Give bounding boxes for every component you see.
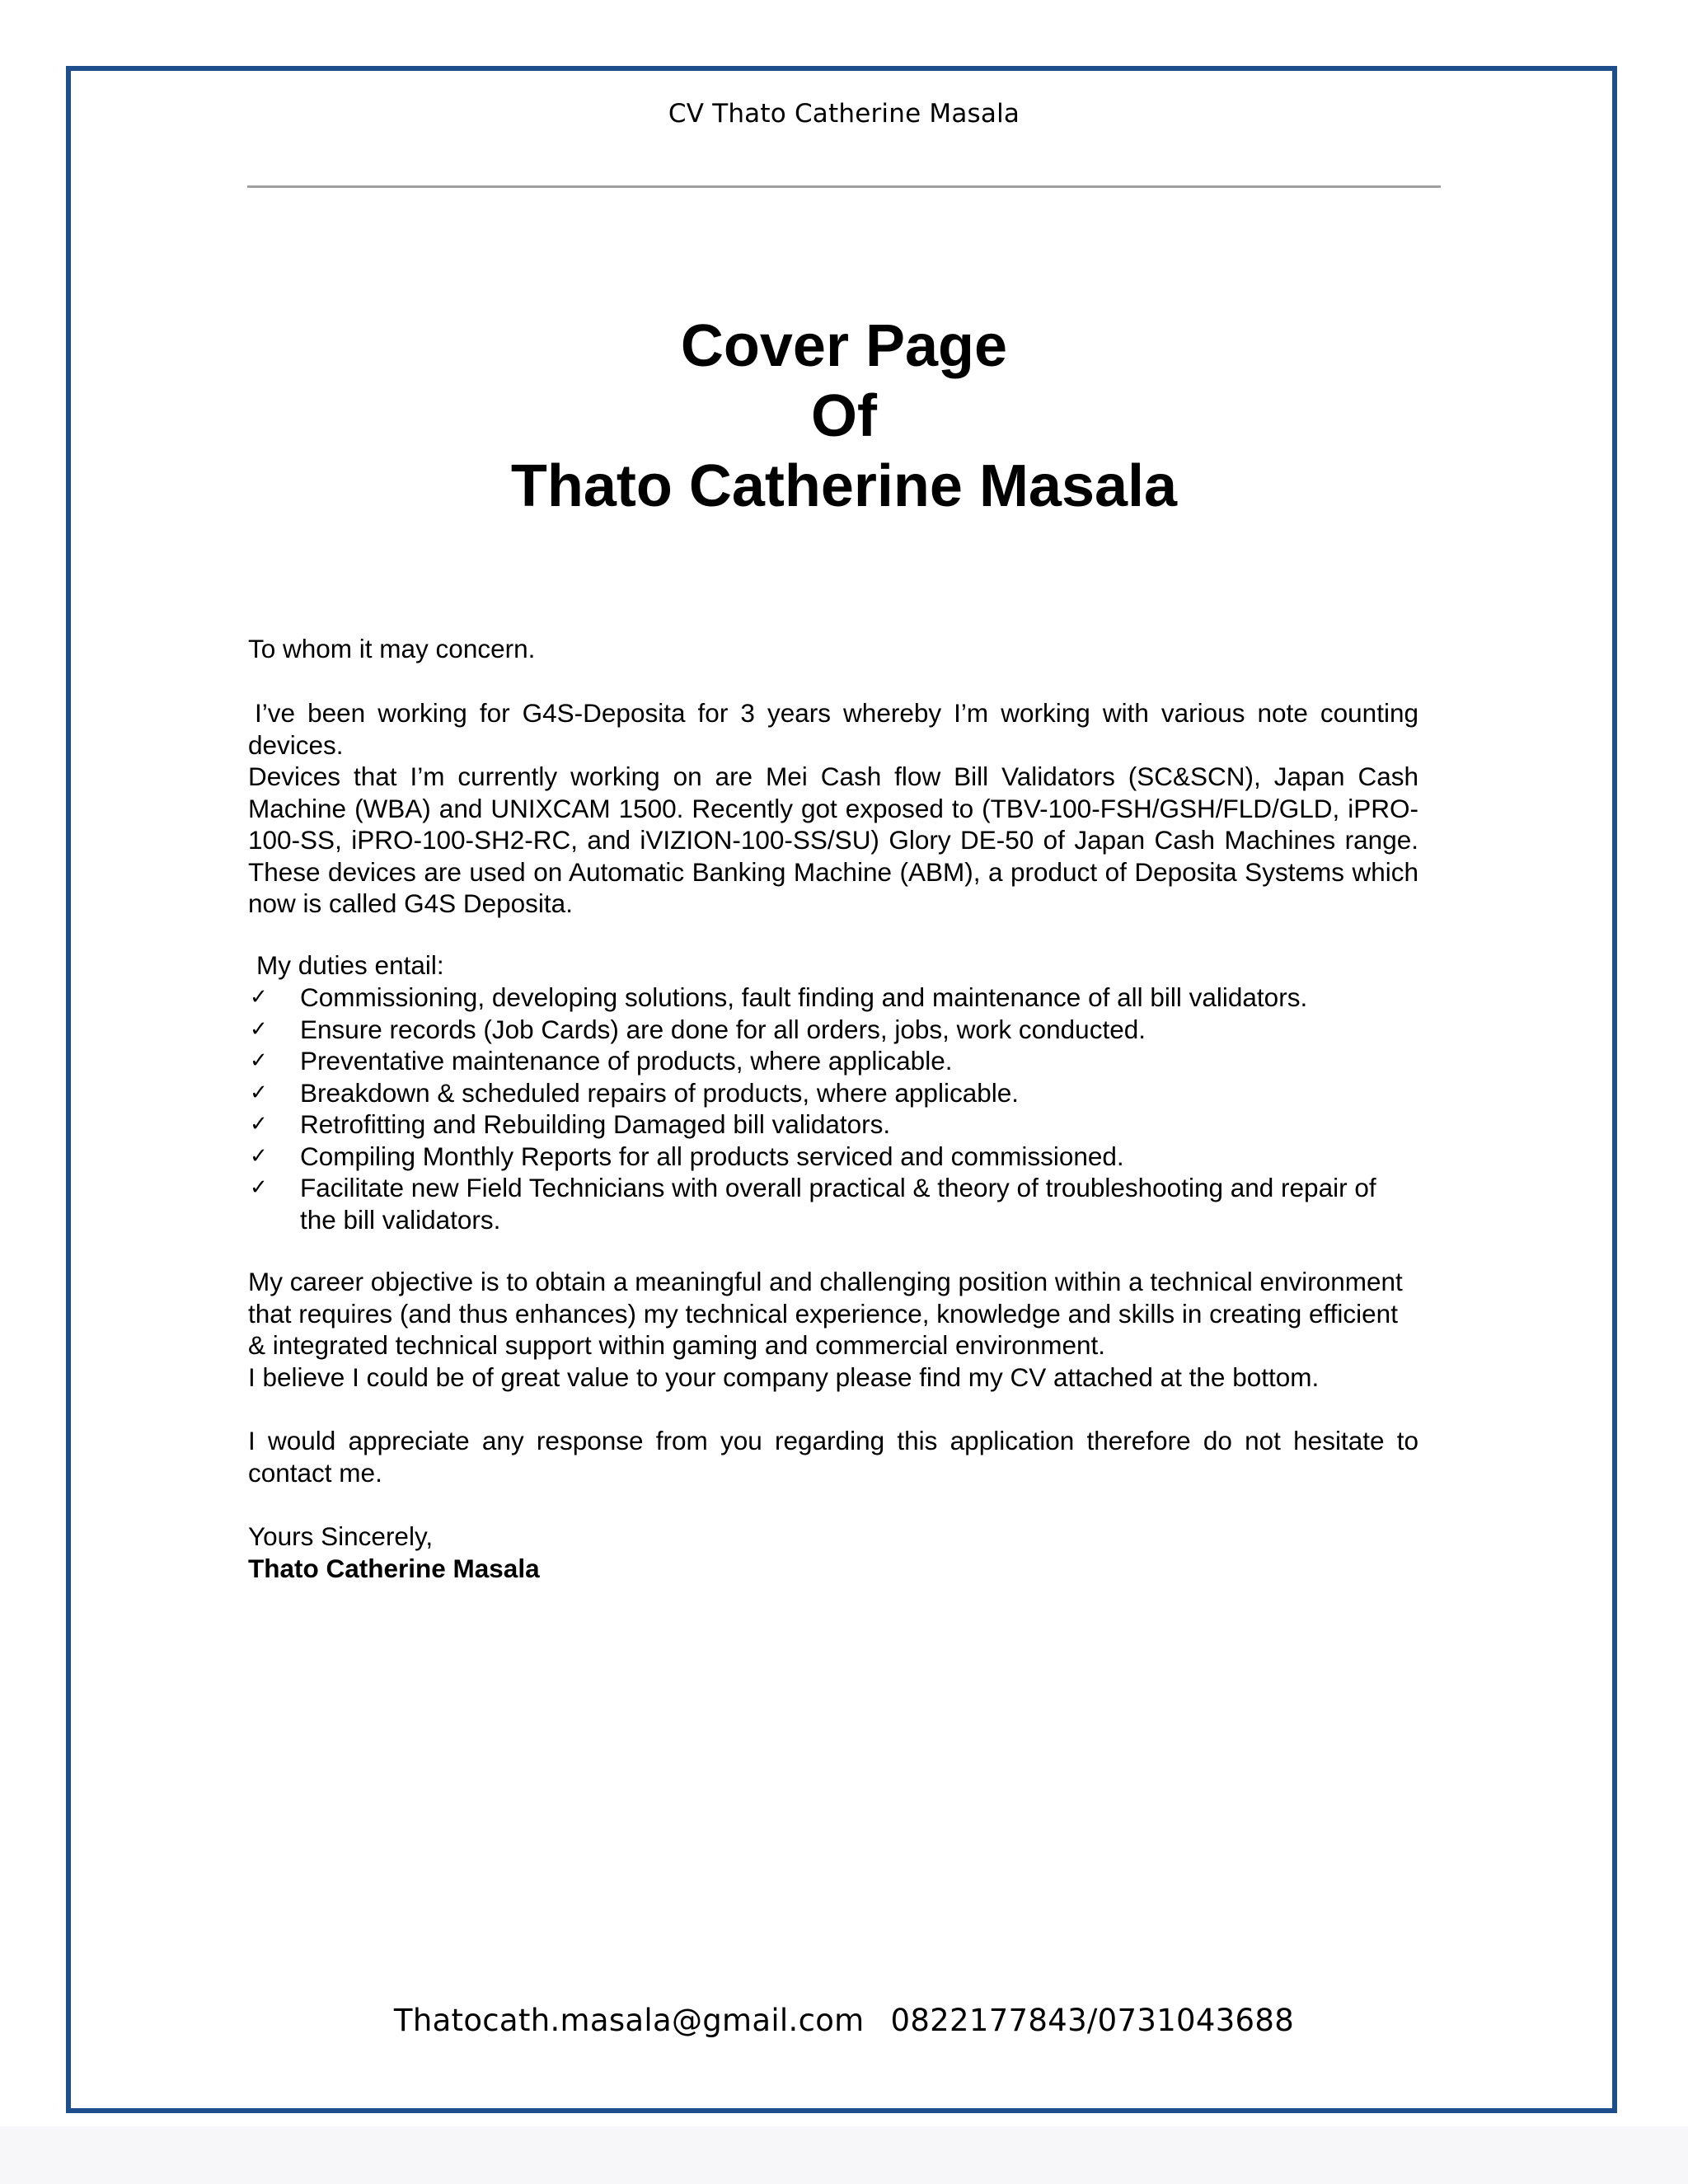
- duty-item: [248, 1141, 1418, 1173]
- cover-title-line-2: Of: [811, 383, 877, 449]
- duty-item: [248, 1108, 1418, 1141]
- checkmark-icon: ✓: [250, 1016, 268, 1042]
- contact-phones: 0822177843/0731043688: [890, 2003, 1295, 2038]
- checkmark-icon: ✓: [250, 1048, 268, 1073]
- checkmark-icon: ✓: [250, 1175, 268, 1200]
- cover-title: [0, 312, 1688, 522]
- page-bottom-shade: [0, 2126, 1688, 2184]
- duty-item: [248, 1014, 1418, 1046]
- duty-item: [248, 1172, 1418, 1235]
- duty-text: Ensure records (Job Cards) are done for all orders, jobs, work conducted.: [300, 1014, 1146, 1044]
- checkmark-icon: ✓: [250, 1143, 268, 1169]
- header-rule: [247, 185, 1441, 188]
- duties-heading: My duties entail:: [256, 950, 444, 980]
- value-statement: I believe I could be of great value to your company please find my CV attached at the bottom.: [248, 1361, 1320, 1392]
- objective-paragraph: [248, 1266, 1418, 1393]
- signature: Thato Catherine Masala: [248, 1554, 540, 1583]
- duty-text: Compiling Monthly Reports for all products serviced and commissioned.: [300, 1141, 1124, 1171]
- career-objective: My career objective is to obtain a meaningful and challenging position within a technical environment that requires (and thus enhances) my technical experience, knowledge and skills in creating efficient & integrated technical support within gaming and commercial environment.: [248, 1267, 1403, 1360]
- duty-item: [248, 1077, 1418, 1109]
- duty-text: Retrofitting and Rebuilding Damaged bill validators.: [300, 1109, 891, 1139]
- salutation: To whom it may concern.: [248, 634, 536, 663]
- duty-text: Facilitate new Field Technicians with overall practical & theory of troubleshooting and repair of the bill validators.: [300, 1173, 1376, 1235]
- checkmark-icon: ✓: [250, 1080, 268, 1105]
- duty-text: Breakdown & scheduled repairs of products, where applicable.: [300, 1077, 1020, 1108]
- duty-text: Preventative maintenance of products, where applicable.: [300, 1046, 953, 1076]
- duty-text: Commissioning, developing solutions, fault finding and maintenance of all bill validators.: [300, 982, 1308, 1012]
- intro-paragraph: [248, 697, 1418, 920]
- cover-title-line-1: Cover Page: [680, 313, 1008, 379]
- checkmark-icon: ✓: [250, 985, 268, 1010]
- response-request: I would appreciate any response from you regarding this application therefore do not hesitate to contact me.: [248, 1426, 1418, 1488]
- footer-contact: [0, 2003, 1688, 2038]
- duty-item: [248, 982, 1418, 1014]
- running-header: CV Thato Catherine Masala: [668, 99, 1020, 129]
- intro-paragraph-devices: Devices that I’m currently working on are Mei Cash flow Bill Validators (SC&SCN), Japan Cash Machine (WBA) and UNIXCAM 1500. Recently got exposed to (TBV-100-FSH/GSH/FLD/GLD, iPRO-100-SS, iPRO-100-SH2-RC, and iVIZION-100-SS/SU) Glory DE-50 of Japan Cash Machines range. These devices are used on Automatic Banking Machine (ABM), a product of Deposita Systems which now is called G4S Deposita.: [248, 762, 1418, 918]
- contact-email: Thatocath.masala@gmail.com: [393, 2003, 865, 2038]
- checkmark-icon: ✓: [250, 1112, 268, 1137]
- closing: Yours Sincerely,: [248, 1521, 434, 1551]
- duty-item: [248, 1045, 1418, 1077]
- duties-list: [248, 982, 1418, 1235]
- intro-paragraph-line-1: I’ve been working for G4S-Deposita for 3 years whereby I’m working with various note counting devices.: [248, 698, 1418, 760]
- cover-title-line-3: Thato Catherine Masala: [510, 453, 1178, 519]
